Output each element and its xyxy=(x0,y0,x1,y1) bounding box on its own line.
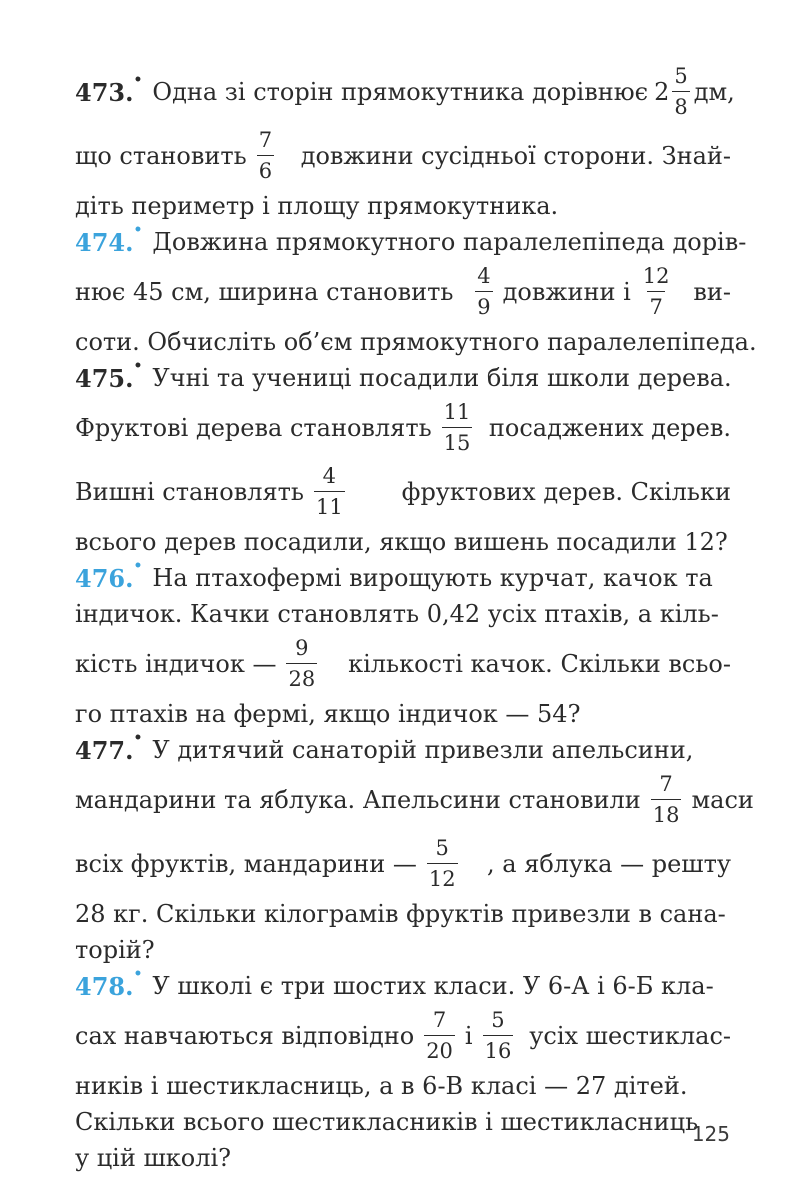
problem-text: посаджених дерев. xyxy=(488,414,731,442)
problem-475-line-4 xyxy=(75,524,731,560)
problem-text: торій? xyxy=(75,936,155,964)
problem-474-line-2 xyxy=(75,260,731,324)
problem-473-line-3 xyxy=(75,188,731,224)
textbook-page xyxy=(75,60,757,1176)
problem-text: ви- xyxy=(693,278,731,306)
problem-text: кількості качок. Скільки всьо- xyxy=(348,650,731,678)
problem-text: го птахів на фермі, якщо індичок — 54? xyxy=(75,700,581,728)
problem-477-line-1 xyxy=(75,729,731,768)
problem-473-line-2 xyxy=(75,124,731,188)
problem-text: всього дерев посадили, якщо вишень посадили 12? xyxy=(75,528,728,556)
problem-478-line-3 xyxy=(75,1068,731,1104)
problem-number: 477.• xyxy=(75,729,143,765)
problem-text: соти. Обчисліть об’єм прямокутного паралелепіпеда. xyxy=(75,328,757,356)
fraction: $\frac{4}{9}$ xyxy=(477,264,491,319)
problem-text: діть периметр і площу прямокутника. xyxy=(75,192,559,220)
problem-474-line-3 xyxy=(75,324,757,360)
problem-text: довжини сусідньої сторони. Знай- xyxy=(300,142,731,170)
problem-476-line-3 xyxy=(75,632,731,696)
problem-text: фруктових дерев. Скільки xyxy=(401,478,731,506)
problem-476-line-1 xyxy=(75,557,731,596)
problem-478-line-2 xyxy=(75,1004,731,1068)
problem-text: кість індичок — xyxy=(75,650,277,678)
problem-476-line-2 xyxy=(75,596,731,632)
problem-475-line-3 xyxy=(75,460,731,524)
page-number: 125 xyxy=(691,1122,730,1146)
problem-477-line-2 xyxy=(75,768,754,832)
fraction: $\frac{5}{12}$ xyxy=(428,836,456,891)
problem-474-line-1 xyxy=(75,221,747,260)
problem-text: у цій школі? xyxy=(75,1144,232,1172)
problem-text: Довжина прямокутного паралелепіпеда дорів- xyxy=(152,228,747,256)
problem-number: 478.• xyxy=(75,965,143,1001)
problem-text: Одна зі сторін прямокутника дорівнює xyxy=(152,78,649,106)
problem-478-line-5 xyxy=(75,1140,731,1176)
fraction: $\frac{7}{6}$ xyxy=(258,128,273,183)
problem-text: що становить xyxy=(75,142,247,170)
mixed-number: 2 $\frac{5}{8}$ xyxy=(654,64,688,119)
fraction: $\frac{7}{20}$ xyxy=(426,1008,453,1063)
problem-477-line-5 xyxy=(75,932,731,968)
problem-number: 473.• xyxy=(75,71,143,107)
problem-number: 474.• xyxy=(75,221,143,257)
problem-text: 28 кг. Скільки кілограмів фруктів привезли в сана- xyxy=(75,900,726,928)
problem-text: У школі є три шостих класи. У 6-А і 6-Б кла- xyxy=(152,972,714,1000)
fraction: $\frac{7}{18}$ xyxy=(652,772,680,827)
problem-text: Вишні становлять xyxy=(75,478,304,506)
problem-number: 476.• xyxy=(75,557,143,593)
problem-text: усіх шестиклас- xyxy=(529,1022,731,1050)
problem-text: Фруктові дерева становлять xyxy=(75,414,432,442)
fraction: $\frac{5}{8}$ xyxy=(674,64,688,119)
problem-text: всіх фруктів, мандарини — xyxy=(75,850,417,878)
problem-text: маси xyxy=(691,786,754,814)
problem-text: індичок. Качки становлять 0,42 усіх птахів, а кіль- xyxy=(75,600,719,628)
fraction: $\frac{11}{15}$ xyxy=(443,400,471,455)
problem-477-line-4 xyxy=(75,896,731,932)
problem-text: ників і шестикласниць, а в 6-В класі — 27 дітей. xyxy=(75,1072,688,1100)
problem-473-line-1 xyxy=(75,60,735,124)
problem-text: Скільки всього шестикласників і шестикласниць xyxy=(75,1108,699,1136)
problem-478-line-1 xyxy=(75,965,731,1004)
problem-text: довжини і xyxy=(502,278,631,306)
problem-text: і xyxy=(464,1022,473,1050)
problem-478-line-4 xyxy=(75,1104,731,1140)
problem-475-line-2 xyxy=(75,396,731,460)
fraction: $\frac{5}{16}$ xyxy=(484,1008,512,1063)
problem-text: , а яблука — решту xyxy=(487,850,731,878)
problem-text: дм, xyxy=(693,78,735,106)
problem-number: 475.• xyxy=(75,357,143,393)
fraction: $\frac{9}{28}$ xyxy=(288,636,316,691)
problem-text: сах навчаються відповідно xyxy=(75,1022,415,1050)
problem-text: На птахофермі вирощують курчат, качок та xyxy=(152,564,713,592)
problem-475-line-1 xyxy=(75,357,732,396)
problem-477-line-3 xyxy=(75,832,731,896)
fraction: $\frac{4}{11}$ xyxy=(315,464,343,519)
problem-text: Учні та учениці посадили біля школи дерева. xyxy=(152,364,732,392)
problem-text: мандарини та яблука. Апельсини становили xyxy=(75,786,641,814)
problem-text: нює 45 см, ширина становить xyxy=(75,278,454,306)
problem-text: У дитячий санаторій привезли апельсини, xyxy=(152,736,694,764)
fraction: $\frac{12}{7}$ xyxy=(642,264,670,319)
problem-476-line-4 xyxy=(75,696,731,732)
